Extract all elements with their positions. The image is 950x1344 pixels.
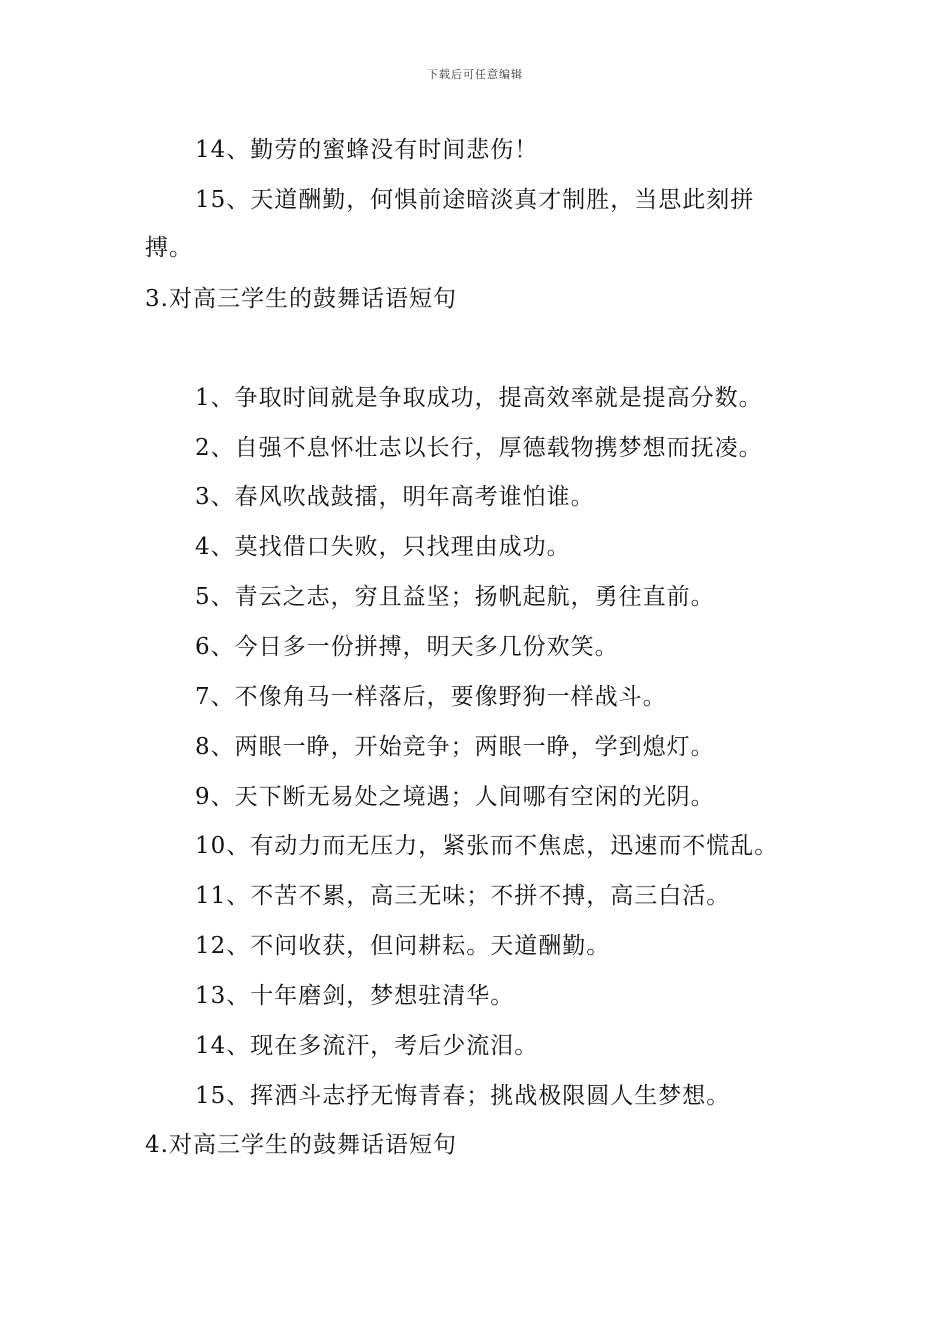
list-item: 1、争取时间就是争取成功，提高效率就是提高分数。 [195,385,763,411]
section-heading: 4.对高三学生的鼓舞话语短句 [145,1132,457,1158]
list-item: 2、自强不息怀壮志以长行，厚德载物携梦想而抚凌。 [195,435,763,461]
list-item: 4、莫找借口失败，只找理由成功。 [195,534,571,560]
list-item: 8、两眼一睁，开始竞争；两眼一睁，学到熄灯。 [195,734,715,760]
list-item: 15、挥洒斗志抒无悔青春；挑战极限圆人生梦想。 [195,1083,731,1109]
list-item: 6、今日多一份拼搏，明天多几份欢笑。 [195,634,619,660]
section-heading: 3.对高三学生的鼓舞话语短句 [145,286,457,312]
list-item: 14、勤劳的蜜蜂没有时间悲伤！ [195,137,539,163]
list-item: 5、青云之志，穷且益坚；扬帆起航，勇往直前。 [195,584,715,610]
list-item: 11、不苦不累，高三无味；不拼不搏，高三白活。 [195,883,731,909]
list-item: 10、有动力而无压力，紧张而不焦虑，迅速而不慌乱。 [195,833,779,859]
list-item: 7、不像角马一样落后，要像野狗一样战斗。 [195,684,667,710]
list-item: 9、天下断无易处之境遇；人间哪有空闲的光阴。 [195,784,715,810]
list-item: 12、不问收获，但问耕耘。天道酬勤。 [195,933,611,959]
list-item: 14、现在多流汗，考后少流泪。 [195,1033,539,1059]
list-item-continuation: 搏。 [145,235,193,261]
header-note: 下载后可任意编辑 [427,68,523,81]
list-item: 15、天道酬勤，何惧前途暗淡真才制胜，当思此刻拼 [195,187,755,213]
list-item: 13、十年磨剑，梦想驻清华。 [195,983,515,1009]
list-item: 3、春风吹战鼓擂，明年高考谁怕谁。 [195,484,595,510]
